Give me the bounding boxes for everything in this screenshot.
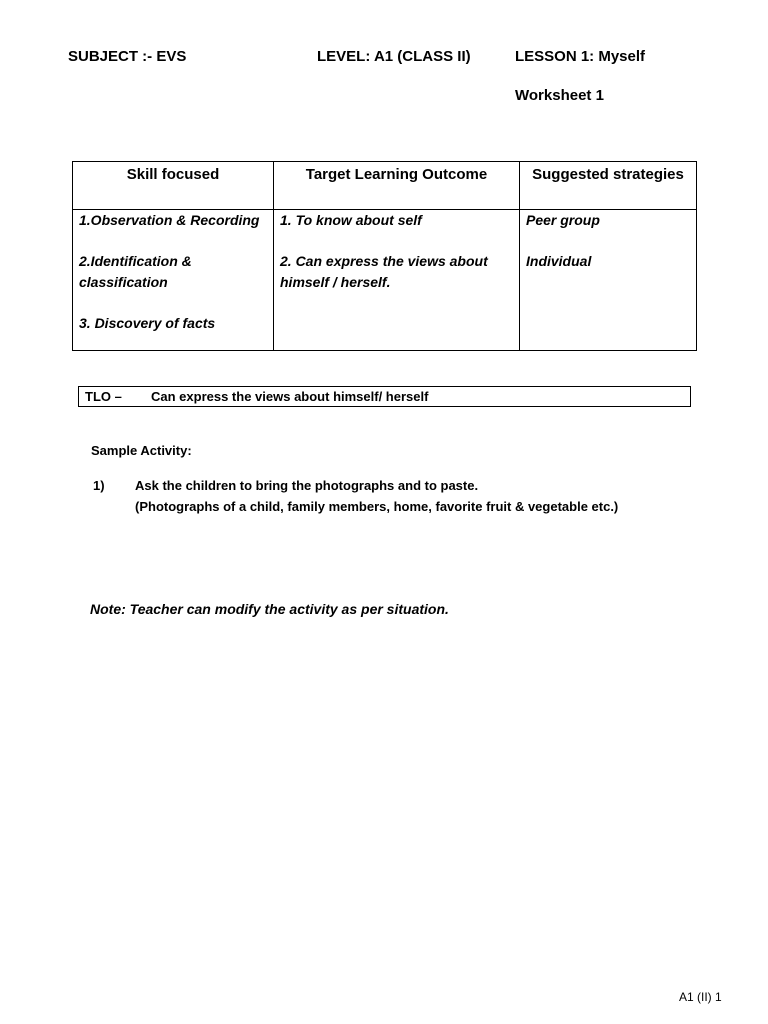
tlo-text: Can express the views about himself/ herself — [151, 389, 429, 404]
tlo-label: TLO – — [85, 389, 122, 404]
skills-cell — [73, 210, 274, 351]
outcome-item: 2. Can express the views about himself / herself. — [280, 253, 488, 290]
activity-item-line: (Photographs of a child, family members, home, favorite fruit & vegetable etc.) — [135, 499, 619, 514]
tlo-box — [78, 386, 691, 407]
activity-heading: Sample Activity: — [91, 443, 192, 458]
level-label: LEVEL: A1 (CLASS II) — [317, 48, 471, 65]
skill-item: 2.Identification & classification — [79, 253, 192, 290]
column-header-suggested-strategies: Suggested strategies — [520, 162, 697, 210]
skill-item: 1.Observation & Recording — [79, 212, 260, 228]
skills-table — [72, 161, 697, 351]
column-header-target-learning-outcome: Target Learning Outcome — [274, 162, 520, 210]
outcome-item: 1. To know about self — [280, 212, 422, 228]
outcomes-cell — [274, 210, 520, 351]
column-header-skill-focused: Skill focused — [73, 162, 274, 210]
lesson-label: LESSON 1: Myself — [515, 48, 646, 65]
strategies-cell — [520, 210, 697, 351]
subject-label: SUBJECT :- EVS — [68, 48, 187, 65]
table-row — [73, 210, 697, 351]
table-header-row — [73, 162, 697, 210]
activity-item-line: Ask the children to bring the photographs and to paste. — [135, 478, 479, 493]
strategy-item: Peer group — [526, 212, 600, 228]
activity-item-number: 1) — [93, 478, 105, 493]
teacher-note: Note: Teacher can modify the activity as per situation. — [90, 601, 449, 617]
page-footer: A1 (II) 1 — [679, 990, 722, 1004]
strategy-item: Individual — [526, 253, 592, 269]
skill-item: 3. Discovery of facts — [79, 315, 216, 331]
worksheet-label: Worksheet 1 — [515, 87, 604, 104]
